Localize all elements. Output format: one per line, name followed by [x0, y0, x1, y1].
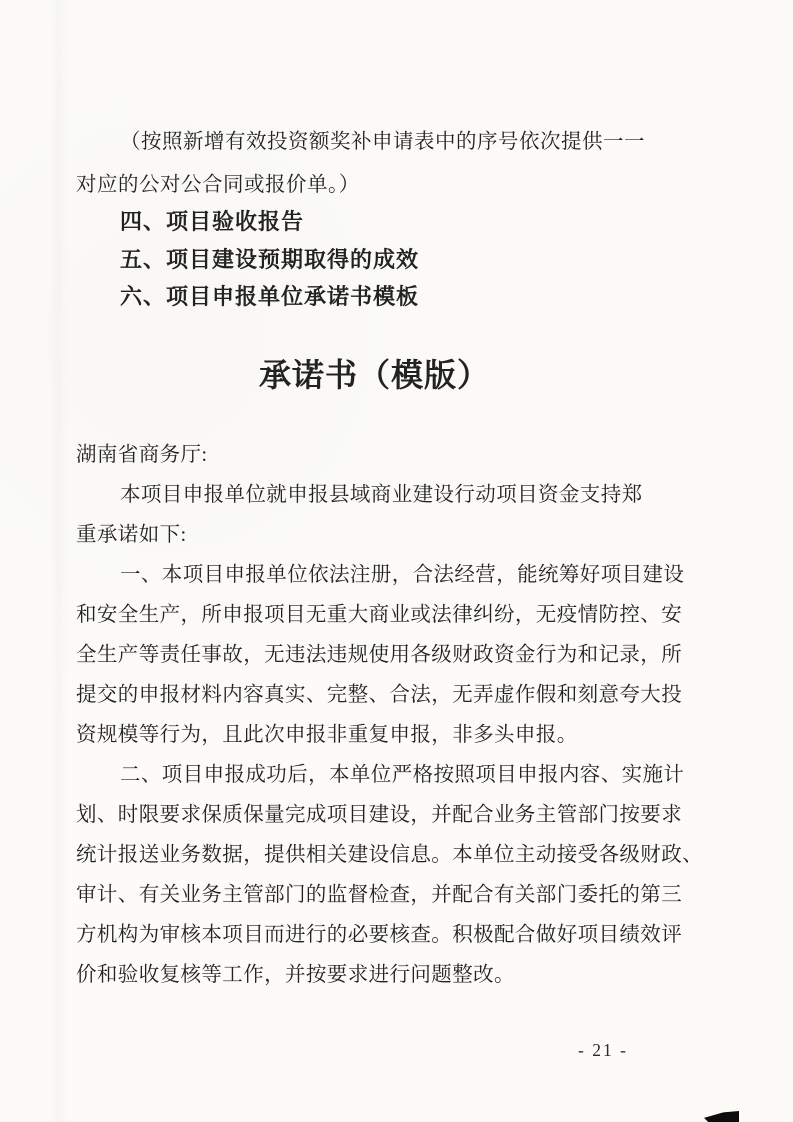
attachment-item-5: 五、项目建设预期取得的成效 — [120, 246, 420, 272]
body-line: 统计报送业务数据，提供相关建设信息。本单位主动接受各级财政、 — [76, 844, 703, 866]
body-line: 二、项目申报成功后，本单位严格按照项目申报内容、实施计 — [120, 764, 685, 786]
body-line: 划、时限要求保质保量完成项目建设，并配合业务主管部门按要求 — [76, 804, 683, 826]
body-line: 和安全生产，所申报项目无重大商业或法律纠纷，无疫情防控、安 — [76, 604, 683, 626]
attachment-item-4: 四、项目验收报告 — [120, 209, 305, 234]
commitment-letter-body — [76, 435, 703, 995]
body-line: 一、本项目申报单位依法注册，合法经营，能统筹好项目建设 — [120, 564, 685, 586]
body-line: 审计、有关业务主管部门的监督检查，并配合有关部门委托的第三 — [76, 884, 683, 906]
document-title: 承诺书（模版） — [258, 357, 490, 393]
page-number: - 21 - — [578, 1040, 628, 1060]
salutation: 湖南省商务厅: — [76, 444, 208, 466]
body-line: 资规模等行为，且此次申报非重复申报，非多头申报。 — [76, 724, 578, 746]
note-line: 对应的公对公合同或报价单。） — [76, 174, 360, 196]
attachment-item-6: 六、项目申报单位承诺书模板 — [120, 284, 420, 309]
note-line: （按照新增有效投资额奖补申请表中的序号依次提供一一 — [120, 131, 645, 153]
body-line: 提交的申报材料内容真实、完整、合法，无弄虚作假和刻意夸大投 — [76, 684, 683, 706]
scan-corner-artifact — [704, 1111, 739, 1122]
body-line: 价和验收复核等工作，并按要求进行问题整改。 — [76, 964, 515, 986]
body-line: 重承诺如下: — [76, 524, 187, 546]
attachment-list — [120, 203, 419, 316]
note-paragraph — [76, 121, 676, 207]
body-line: 全生产等责任事故，无违法违规使用各级财政资金行为和记录，所 — [76, 644, 683, 666]
body-line: 方机构为审核本项目而进行的必要核查。积极配合做好项目绩效评 — [76, 924, 683, 946]
body-line: 本项目申报单位就申报县域商业建设行动项目资金支持郑 — [120, 484, 643, 506]
